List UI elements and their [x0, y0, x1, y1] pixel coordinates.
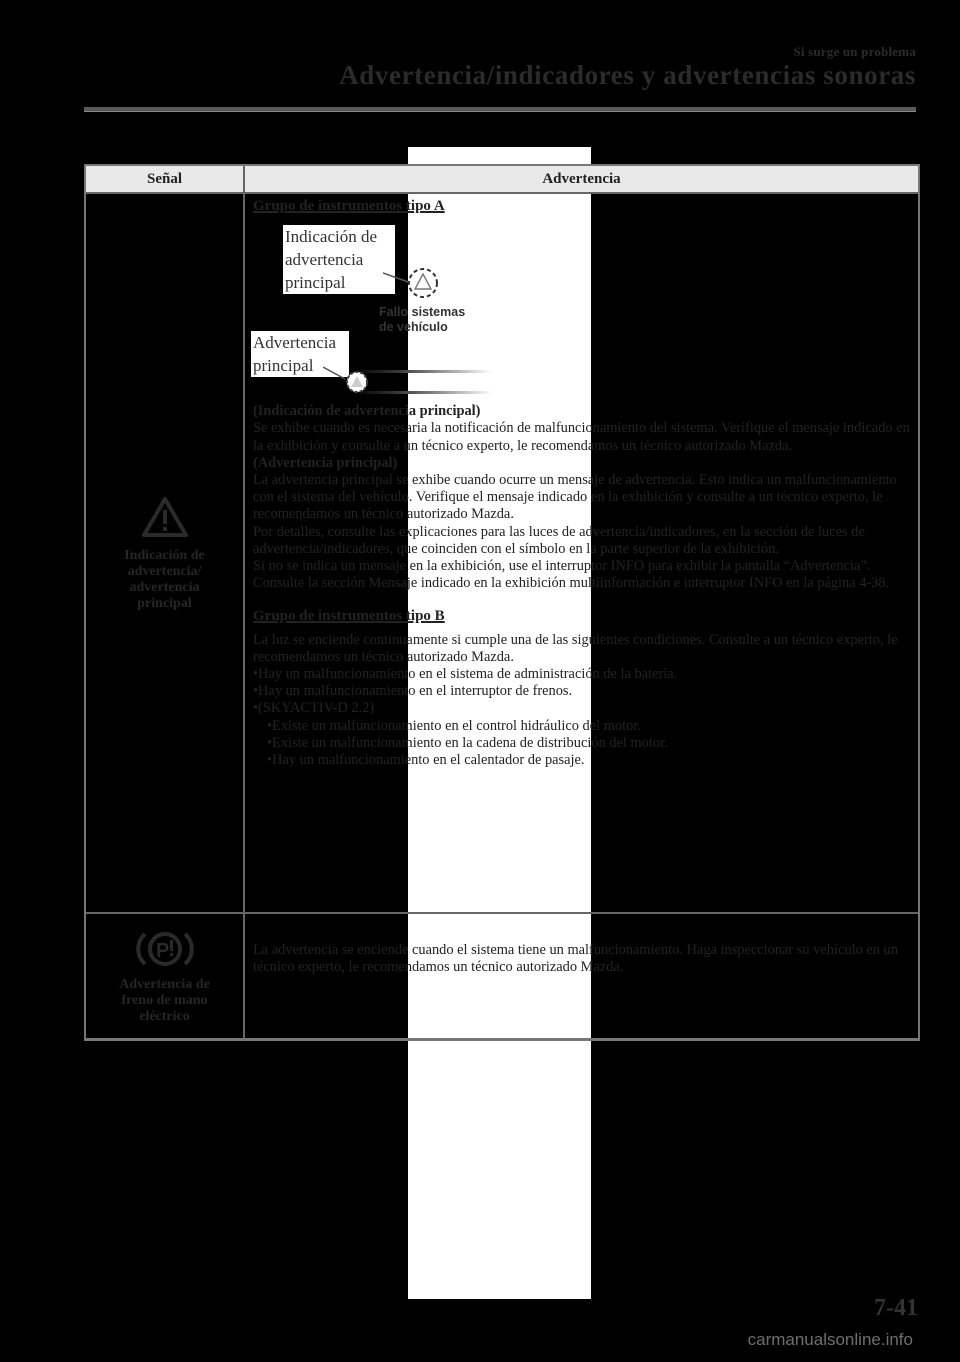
electric-parking-brake-icon	[133, 928, 197, 975]
watermark-site: carmanualsonline.info	[747, 1330, 913, 1349]
diagram-label-master-warning: Advertencia principal	[251, 331, 349, 377]
page-number: 7-41	[874, 1295, 918, 1321]
signal-cell	[86, 914, 245, 1038]
table-header-row	[86, 164, 918, 194]
header-rule	[84, 107, 916, 112]
bullet-item: •(SKYACTIV-D 2.2)	[253, 700, 375, 717]
sub-bullet-item: •Existe un malfuncionamiento en el control hidráulico del motor.	[267, 717, 641, 734]
bullet-item: •Hay un malfuncionamiento en el interruptor de frenos.	[253, 683, 573, 700]
instrument-diagram	[253, 215, 910, 403]
section-label: Si surge un problema	[793, 44, 916, 59]
sub-bullet-item: •Existe un malfuncionamiento en la cadena de distribución del motor.	[267, 734, 668, 751]
diagram-label-main-indication: Indicación de advertencia principal	[283, 225, 395, 294]
table-row	[86, 914, 918, 1041]
master-warning-display-icon	[383, 255, 443, 305]
paragraph-cross-reference: Consulte la sección Mensaje indicado en la exhibición multiinformación e interruptor INFO en la página 4-38.	[253, 575, 890, 592]
signal-label: Indicación de advertencia/ advertencia principal	[124, 547, 205, 611]
page-title: Advertencia/indicadores y advertencias sonoras	[339, 60, 916, 90]
master-warning-light-icon	[323, 365, 513, 405]
paragraph: La advertencia se enciende cuando el sistema tiene un malfuncionamiento. Haga inspeccionar su vehículo en un técnico experto, le recomendamos un técnico autorizado Mazda.	[253, 942, 898, 976]
svg-text:P: P	[155, 939, 169, 962]
warning-cell	[245, 914, 918, 1038]
display-message: Fallo sistemas de vehículo	[379, 305, 466, 335]
signal-label: Advertencia de freno de mano eléctrico	[119, 976, 210, 1024]
paragraph: Si no se indica un mensaje en la exhibición, use el interruptor INFO para exhibir la pantalla “Advertencia”.	[253, 558, 871, 575]
warning-cell	[245, 194, 918, 912]
bullet-item: •Hay un malfuncionamiento en el sistema de administración de la batería.	[253, 666, 678, 683]
paragraph: (Advertencia principal) La advertencia principal se exhibe cuando ocurre un mensaje de advertencia. Esto indica un malfuncionamiento con el sistema del vehículo. Verifique el mensaje indicado en la exhibición y consulte a un técnico experto, le recomendamos un técnico autorizado Mazda.	[253, 454, 897, 523]
table-row	[86, 194, 918, 914]
signal-cell	[86, 194, 245, 912]
subsection-title-b: Grupo de instrumentos tipo B	[253, 608, 445, 625]
paragraph: (Indicación de advertencia principal) Se exhibe cuando es necesaria la notificación de malfuncionamiento del sistema. Verifique el mensaje indicado en la exhibición y consulte a un técnico experto, le recomendamos un técnico autorizado Mazda.	[253, 403, 910, 454]
column-header-warning: Advertencia	[542, 170, 621, 187]
subsection-title-a: Grupo de instrumentos tipo A	[253, 198, 445, 214]
warning-table	[84, 164, 920, 1041]
sub-bullet-item: •Hay un malfuncionamiento en el calentador de pasaje.	[267, 752, 585, 769]
warning-triangle-icon	[140, 495, 190, 544]
paragraph: Por detalles, consulte las explicaciones para las luces de advertencia/indicadores, en la sección de luces de advertencia/indicadores, que coinciden con el símbolo en la parte superior de la exhibición.	[253, 523, 865, 557]
column-header-signal: Señal	[86, 166, 245, 192]
paragraph: La luz se enciende continuamente si cumple una de las siguientes condiciones. Consulte a un técnico experto, le recomendamos un técnico autorizado Mazda.	[253, 631, 898, 665]
